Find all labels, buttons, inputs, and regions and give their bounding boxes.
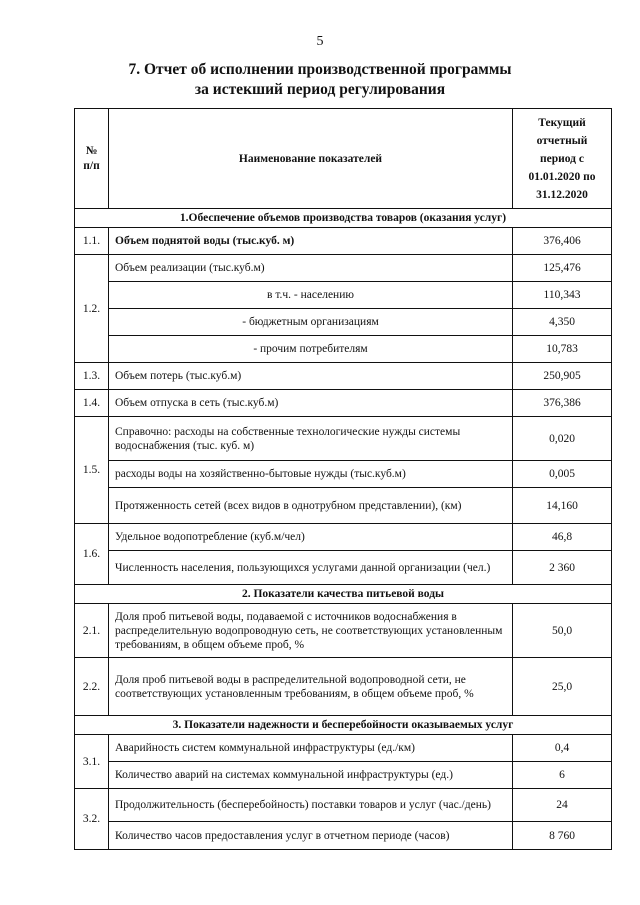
row-name: - бюджетным организациям	[109, 309, 513, 336]
table-row	[75, 255, 612, 282]
row-value: 8 760	[513, 822, 612, 850]
row-value: 250,905	[513, 363, 612, 390]
section-title-3: 3. Показатели надежности и бесперебойности оказываемых услуг	[75, 716, 612, 735]
row-value: 376,386	[513, 390, 612, 417]
row-num: 1.2.	[75, 255, 109, 363]
row-num: 1.1.	[75, 228, 109, 255]
row-name: Доля проб питьевой воды, подаваемой с источников водоснабжения в распределительную водопроводную сеть, не соответствующих установленным требованиям, в общем объеме проб, %	[109, 604, 513, 658]
section-title-1: 1.Обеспечение объемов производства товаров (оказания услуг)	[75, 209, 612, 228]
row-name: Численность населения, пользующихся услугами данной организации (чел.)	[109, 551, 513, 585]
row-value: 6	[513, 762, 612, 789]
row-value: 4,350	[513, 309, 612, 336]
row-value: 24	[513, 789, 612, 822]
title-line-2: за истекший период регулирования	[194, 81, 446, 98]
section-row-3	[75, 716, 612, 735]
row-num: 1.6.	[75, 524, 109, 585]
row-value: 110,343	[513, 282, 612, 309]
header-name: Наименование показателей	[109, 109, 513, 209]
table-row	[75, 735, 612, 762]
table-row	[75, 336, 612, 363]
row-name: Протяженность сетей (всех видов в однотрубном представлении), (км)	[109, 488, 513, 524]
table-row	[75, 461, 612, 488]
section-row-1	[75, 209, 612, 228]
row-value: 0,4	[513, 735, 612, 762]
row-name: - прочим потребителям	[109, 336, 513, 363]
table-row	[75, 282, 612, 309]
table-row	[75, 524, 612, 551]
row-num: 1.4.	[75, 390, 109, 417]
row-name: Справочно: расходы на собственные технологические нужды системы водоснабжения (тыс. куб. м)	[109, 417, 513, 461]
table-row	[75, 658, 612, 716]
row-num: 1.3.	[75, 363, 109, 390]
row-value: 125,476	[513, 255, 612, 282]
row-num: 3.1.	[75, 735, 109, 789]
row-name: Объем потерь (тыс.куб.м)	[109, 363, 513, 390]
row-name: Количество аварий на системах коммунальной инфраструктуры (ед.)	[109, 762, 513, 789]
row-name: Доля проб питьевой воды в распределительной водопроводной сети, не соответствующих установленным требованиям, в общем объеме проб, %	[109, 658, 513, 716]
row-value: 10,783	[513, 336, 612, 363]
row-value: 50,0	[513, 604, 612, 658]
row-name: в т.ч. - населению	[109, 282, 513, 309]
header-period: Текущий отчетный период с 01.01.2020 по 31.12.2020	[513, 109, 612, 209]
row-num: 3.2.	[75, 789, 109, 850]
table-row	[75, 762, 612, 789]
row-name: расходы воды на хозяйственно-бытовые нужды (тыс.куб.м)	[109, 461, 513, 488]
row-name: Количество часов предоставления услуг в отчетном периоде (часов)	[109, 822, 513, 850]
table-row	[75, 228, 612, 255]
table-row	[75, 488, 612, 524]
page-number: 5	[316, 34, 324, 49]
report-title	[0, 60, 640, 100]
row-name: Объем отпуска в сеть (тыс.куб.м)	[109, 390, 513, 417]
row-name: Объем поднятой воды (тыс.куб. м)	[109, 228, 513, 255]
table-row	[75, 822, 612, 850]
table-row	[75, 390, 612, 417]
table-row	[75, 604, 612, 658]
row-name: Объем реализации (тыс.куб.м)	[109, 255, 513, 282]
section-title-2: 2. Показатели качества питьевой воды	[75, 585, 612, 604]
table-row	[75, 789, 612, 822]
table-header-row	[75, 109, 612, 209]
table-row	[75, 417, 612, 461]
row-name: Аварийность систем коммунальной инфраструктуры (ед./км)	[109, 735, 513, 762]
row-num: 2.1.	[75, 604, 109, 658]
row-value: 2 360	[513, 551, 612, 585]
row-name: Продолжительность (бесперебойность) поставки товаров и услуг (час./день)	[109, 789, 513, 822]
row-value: 46,8	[513, 524, 612, 551]
report-table	[74, 108, 612, 850]
row-value: 376,406	[513, 228, 612, 255]
table-row	[75, 363, 612, 390]
header-num: № п/п	[75, 109, 109, 209]
section-row-2	[75, 585, 612, 604]
title-line-1: 7. Отчет об исполнении производственной программы	[128, 61, 512, 78]
row-value: 25,0	[513, 658, 612, 716]
row-num: 2.2.	[75, 658, 109, 716]
row-value: 14,160	[513, 488, 612, 524]
row-num: 1.5.	[75, 417, 109, 524]
row-value: 0,020	[513, 417, 612, 461]
row-value: 0,005	[513, 461, 612, 488]
table-row	[75, 551, 612, 585]
row-name: Удельное водопотребление (куб.м/чел)	[109, 524, 513, 551]
table-row	[75, 309, 612, 336]
